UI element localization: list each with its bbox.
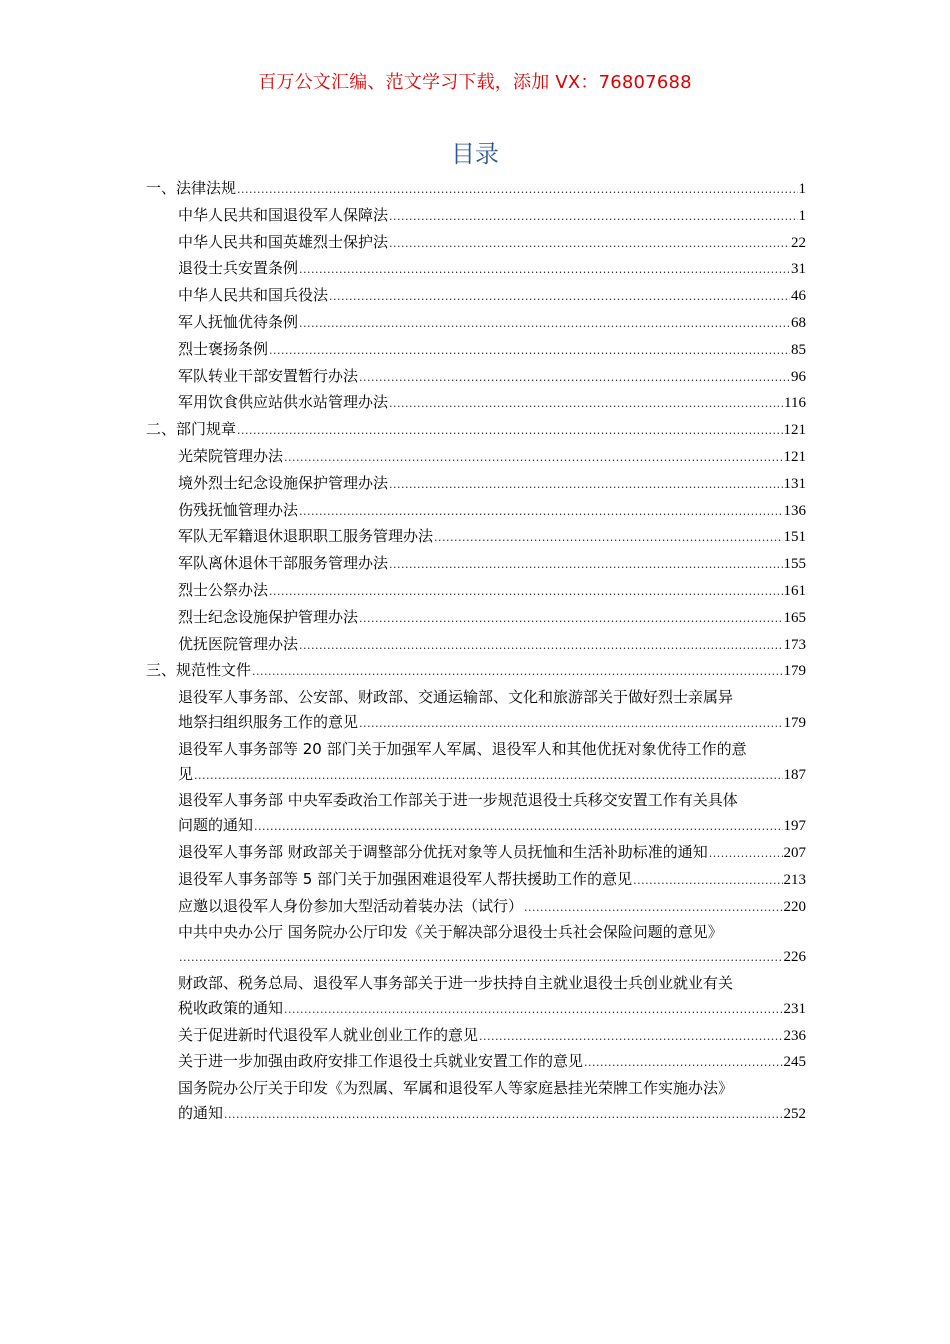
toc-leader-dots — [389, 392, 783, 417]
toc-entry[interactable] — [146, 1023, 806, 1050]
toc-entry[interactable] — [146, 840, 806, 867]
toc-page-number: 1 — [798, 207, 806, 224]
toc-page-number: 46 — [791, 288, 806, 305]
toc-entry[interactable] — [146, 632, 806, 659]
toc-entry-first-line: 退役军人事务部 中央军委政治工作部关于进一步规范退役士兵移交安置工作有关具体 — [178, 791, 738, 810]
toc-leader-dots — [299, 258, 790, 283]
toc-entry[interactable] — [146, 685, 806, 737]
toc-entry-line — [146, 176, 806, 203]
toc-entry-line — [178, 390, 806, 417]
toc-page-number: 85 — [791, 341, 806, 358]
toc-entry-title: 退役士兵安置条例 — [178, 259, 299, 278]
toc-entry-line — [178, 310, 806, 337]
toc-leader-dots — [237, 178, 797, 203]
toc-page-number: 31 — [791, 261, 806, 278]
toc-entry[interactable] — [146, 551, 806, 578]
toc-entry[interactable] — [146, 737, 806, 789]
toc-leader-dots — [299, 634, 782, 659]
toc-page-number: 131 — [783, 475, 806, 492]
toc-page-number: 136 — [783, 502, 806, 519]
toc-entry-title: 军用饮食供应站供水站管理办法 — [178, 393, 389, 412]
toc-page-number: 226 — [783, 949, 806, 966]
toc-entry-first-line: 退役军人事务部等 20 部门关于加强军人军属、退役军人和其他优抚对象优待工作的意 — [178, 739, 747, 758]
toc-entry-title: 三、规范性文件 — [146, 661, 252, 680]
toc-leader-dots — [269, 580, 782, 605]
toc-entry[interactable] — [146, 578, 806, 605]
toc-entry-title: 退役军人事务部等 5 部门关于加强困难退役军人帮扶援助工作的意见 — [178, 869, 633, 888]
toc-leader-dots — [179, 946, 783, 971]
toc-entry-line — [178, 498, 806, 525]
toc-entry-title: 的通知 — [178, 1103, 224, 1122]
toc-entry-line — [178, 710, 806, 737]
toc-leader-dots — [434, 526, 782, 551]
toc-entry-line — [178, 203, 806, 230]
toc-entry[interactable] — [146, 1049, 806, 1076]
page-title: 目录 — [451, 140, 499, 168]
toc-entry-line — [178, 256, 806, 283]
toc-leader-dots — [479, 1025, 782, 1050]
toc-entry-title: 光荣院管理办法 — [178, 446, 284, 465]
toc-leader-dots — [633, 869, 782, 894]
toc-entry-line — [178, 1049, 806, 1076]
toc-entry[interactable] — [146, 524, 806, 551]
toc-page-number: 116 — [784, 395, 806, 412]
toc-leader-dots — [237, 419, 782, 444]
toc-entry-line — [178, 813, 806, 840]
toc-entry[interactable] — [146, 390, 806, 417]
toc-entry-title: 关于促进新时代退役军人就业创业工作的意见 — [178, 1025, 479, 1044]
toc-leader-dots — [269, 339, 790, 364]
toc-entry[interactable] — [146, 867, 806, 894]
toc-entry-line — [146, 417, 806, 444]
toc-entry[interactable] — [146, 230, 806, 257]
toc-entry-line — [178, 444, 806, 471]
toc-entry-line — [178, 632, 806, 659]
toc-leader-dots — [709, 842, 783, 867]
toc-leader-dots — [584, 1051, 782, 1076]
toc-page-number: 161 — [783, 582, 806, 599]
toc-entry-title: 见 — [178, 764, 194, 783]
toc-entry[interactable] — [146, 337, 806, 364]
toc-page-number: 1 — [798, 181, 806, 197]
toc-entry-line — [178, 524, 806, 551]
toc-page-number: 231 — [783, 1000, 806, 1017]
toc-entry-line — [178, 230, 806, 257]
toc-page-number: 179 — [783, 663, 806, 680]
toc-leader-dots — [194, 764, 782, 789]
toc-entry-title: 二、部门规章 — [146, 420, 237, 439]
toc-page-number: 197 — [783, 818, 806, 835]
toc-entry-line — [178, 762, 806, 789]
toc-page-number: 155 — [783, 556, 806, 573]
toc-leader-dots — [359, 712, 782, 737]
toc-page-number: 252 — [783, 1105, 806, 1122]
toc-entry-title: 地祭扫组织服务工作的意见 — [178, 712, 359, 731]
toc-page-number: 22 — [791, 234, 806, 251]
toc-entry-title: 一、法律法规 — [146, 179, 237, 197]
toc-entry-first-line: 国务院办公厅关于印发《为烈属、军属和退役军人等家庭悬挂光荣牌工作实施办法》 — [178, 1079, 734, 1098]
toc-entry-line — [178, 551, 806, 578]
toc-leader-dots — [284, 446, 782, 471]
toc-leader-dots — [252, 660, 782, 685]
toc-page-number: 151 — [783, 529, 806, 546]
table-of-contents — [146, 176, 806, 1128]
toc-entry-line — [178, 283, 806, 310]
toc-entry-title: 中华人民共和国退役军人保障法 — [178, 205, 389, 224]
toc-entry[interactable] — [146, 417, 806, 444]
toc-page-number: 179 — [783, 714, 806, 731]
toc-entry-line — [178, 578, 806, 605]
toc-page-number: 173 — [783, 636, 806, 653]
watermark-header: 百万公文汇编、范文学习下载，添加 VX：76807688 — [258, 72, 692, 93]
toc-entry[interactable] — [146, 605, 806, 632]
toc-leader-dots — [254, 815, 782, 840]
toc-entry-title: 问题的通知 — [178, 816, 254, 835]
toc-entry[interactable] — [146, 894, 806, 921]
toc-page-number: 165 — [783, 609, 806, 626]
toc-page-number: 96 — [791, 368, 806, 385]
toc-entry-first-line: 中共中央办公厅 国务院办公厅印发《关于解决部分退役士兵社会保险问题的意见》 — [178, 923, 723, 942]
toc-entry-title: 中华人民共和国兵役法 — [178, 286, 329, 305]
toc-entry-title: 关于进一步加强由政府安排工作退役士兵就业安置工作的意见 — [178, 1052, 584, 1071]
toc-entry-line — [178, 867, 806, 894]
toc-entry[interactable] — [146, 471, 806, 498]
toc-page-number: 213 — [783, 871, 806, 888]
toc-entry-line — [178, 364, 806, 391]
toc-entry-title: 中华人民共和国英雄烈士保护法 — [178, 232, 389, 251]
toc-page-number: 245 — [783, 1054, 806, 1071]
toc-leader-dots — [329, 285, 790, 310]
toc-entry-line — [178, 337, 806, 364]
toc-entry-line — [146, 658, 806, 685]
toc-page-number: 207 — [783, 844, 806, 861]
toc-entry-line — [178, 894, 806, 921]
toc-leader-dots — [389, 232, 790, 257]
toc-entry[interactable] — [146, 203, 806, 230]
toc-leader-dots — [389, 553, 782, 578]
toc-entry[interactable] — [146, 498, 806, 525]
toc-entry-title: 境外烈士纪念设施保护管理办法 — [178, 473, 389, 492]
toc-entry[interactable] — [146, 283, 806, 310]
toc-entry[interactable] — [146, 920, 806, 971]
toc-leader-dots — [299, 500, 782, 525]
toc-leader-dots — [359, 366, 790, 391]
toc-entry-title: 烈士褒扬条例 — [178, 339, 269, 358]
toc-entry-line — [178, 996, 806, 1023]
toc-entry[interactable] — [146, 658, 806, 685]
toc-leader-dots — [359, 607, 782, 632]
toc-entry-title: 烈士公祭办法 — [178, 580, 269, 599]
toc-leader-dots — [299, 312, 790, 337]
toc-entry[interactable] — [146, 176, 806, 203]
toc-leader-dots — [389, 205, 797, 230]
toc-entry-line — [178, 471, 806, 498]
toc-entry-title: 军人抚恤优待条例 — [178, 312, 299, 331]
toc-page-number: 121 — [783, 422, 806, 439]
toc-entry[interactable] — [146, 788, 806, 840]
toc-entry-line — [178, 605, 806, 632]
toc-entry[interactable] — [146, 310, 806, 337]
toc-entry-title: 应邀以退役军人身份参加大型活动着装办法（试行） — [178, 896, 524, 915]
toc-entry[interactable] — [146, 364, 806, 391]
toc-entry-title: 优抚医院管理办法 — [178, 634, 299, 653]
toc-entry-title: 烈士纪念设施保护管理办法 — [178, 607, 359, 626]
toc-entry-line — [178, 945, 806, 971]
toc-entry-title: 伤残抚恤管理办法 — [178, 500, 299, 519]
toc-entry-title: 军队离休退休干部服务管理办法 — [178, 554, 389, 573]
toc-entry-first-line: 退役军人事务部、公安部、财政部、交通运输部、文化和旅游部关于做好烈士亲属异 — [178, 688, 734, 707]
toc-entry[interactable] — [146, 971, 806, 1023]
toc-entry-first-line: 财政部、税务总局、退役军人事务部关于进一步扶持自主就业退役士兵创业就业有关 — [178, 973, 734, 992]
toc-entry-line — [178, 840, 806, 867]
toc-entry[interactable] — [146, 256, 806, 283]
toc-entry-title: 退役军人事务部 财政部关于调整部分优抚对象等人员抚恤和生活补助标准的通知 — [178, 842, 708, 861]
toc-leader-dots — [389, 473, 782, 498]
toc-entry[interactable] — [146, 444, 806, 471]
toc-entry-title: 军队转业干部安置暂行办法 — [178, 366, 359, 385]
toc-leader-dots — [284, 998, 782, 1023]
toc-page-number: 236 — [783, 1027, 806, 1044]
toc-entry[interactable] — [146, 1076, 806, 1128]
toc-page-number: 187 — [783, 766, 806, 783]
toc-entry-line — [178, 1101, 806, 1128]
toc-leader-dots — [524, 896, 782, 921]
toc-page-number: 220 — [783, 898, 806, 915]
toc-page-number: 121 — [783, 448, 806, 465]
toc-leader-dots — [224, 1103, 782, 1128]
toc-page-number: 68 — [791, 314, 806, 331]
toc-entry-title: 军队无军籍退休退职职工服务管理办法 — [178, 527, 434, 546]
toc-entry-title: 税收政策的通知 — [178, 998, 284, 1017]
toc-entry-line — [178, 1023, 806, 1050]
